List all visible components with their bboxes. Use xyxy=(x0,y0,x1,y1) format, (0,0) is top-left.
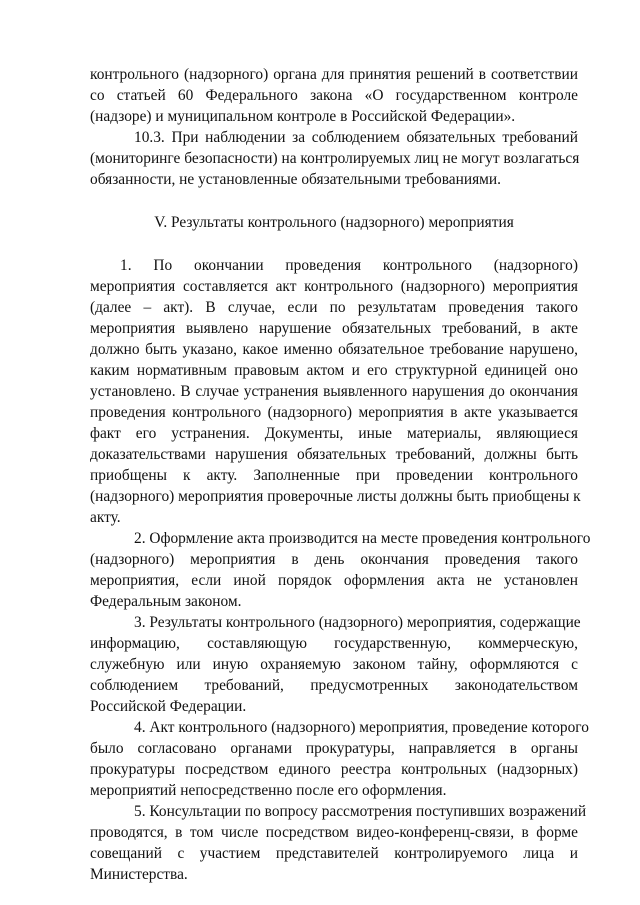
text-line: Федеральным законом. xyxy=(90,593,242,610)
text-line: мероприятий непосредственно после его оформления. xyxy=(90,782,447,799)
text-line: проведения контрольного (надзорного) мероприятия в акте указывается xyxy=(90,404,578,421)
text-line: установлено. В случае устранения выявленного нарушения до окончания xyxy=(90,383,578,400)
text-line: со статьей 60 Федерального закона «О государственном контроле xyxy=(90,87,578,104)
paragraph-item-4 xyxy=(90,717,589,801)
text-line: прокуратуры посредством единого реестра контрольных (надзорных) xyxy=(90,761,578,778)
text-line: (надзоре) и муниципальном контроле в Российской Федерации». xyxy=(90,108,516,125)
text-line: (мониторинге безопасности) на контролируемых лиц не могут возлагаться xyxy=(90,150,580,167)
paragraph-10-3 xyxy=(90,127,578,190)
paragraph-item-3 xyxy=(90,612,581,717)
text-line: мероприятия выявлено нарушение обязательных требований, в акте xyxy=(90,320,578,337)
section-heading: V. Результаты контрольного (надзорного) мероприятия xyxy=(154,214,514,231)
text-line: доказательствами нарушения обязательных требований, должны быть xyxy=(90,446,578,463)
paragraph-item-1 xyxy=(90,255,581,528)
text-line: 3. Результаты контрольного (надзорного) мероприятия, содержащие xyxy=(134,614,581,631)
text-line: соблюдением требований, предусмотренных законодательством xyxy=(90,677,578,694)
text-line: мероприятия, если иной порядок оформления акта не установлен xyxy=(90,572,578,589)
text-line: Министерства. xyxy=(90,866,188,883)
text-line: контрольного (надзорного) органа для принятия решений в соответствии xyxy=(90,66,578,83)
text-line: мероприятия составляется акт контрольного (надзорного) мероприятия xyxy=(90,278,578,295)
paragraph-continuation xyxy=(90,64,578,127)
text-line: совещаний с участием представителей контролируемого лица и xyxy=(90,845,578,862)
text-line: информацию, составляющую государственную, коммерческую, xyxy=(90,635,578,652)
text-line: приобщены к акту. Заполненные при проведении контрольного xyxy=(90,467,578,484)
text-line: 10.3. При наблюдении за соблюдением обязательных требований xyxy=(134,129,578,146)
text-line: (надзорного) мероприятия проверочные листы должны быть приобщены к xyxy=(90,488,581,505)
text-line: каким нормативным правовым актом и его структурной единицей оно xyxy=(90,362,578,379)
paragraph-item-2 xyxy=(90,528,591,612)
paragraph-item-5 xyxy=(90,801,587,885)
text-line: было согласовано органами прокуратуры, направляется в органы xyxy=(90,740,578,757)
text-line: 2. Оформление акта производится на месте проведения контрольного xyxy=(134,530,591,547)
text-line: обязанности, не установленные обязательными требованиями. xyxy=(90,171,501,188)
text-line: (надзорного) мероприятия в день окончания проведения такого xyxy=(90,551,578,568)
text-line: 1. По окончании проведения контрольного (надзорного) xyxy=(120,257,578,274)
text-line: проводятся, в том числе посредством видео-конференц-связи, в форме xyxy=(90,824,578,841)
text-line: 4. Акт контрольного (надзорного) мероприятия, проведение которого xyxy=(134,719,589,736)
text-line: (далее – акт). В случае, если по результатам проведения такого xyxy=(90,299,578,316)
text-line: служебную или иную охраняемую законом тайну, оформляются с xyxy=(90,656,578,673)
text-line: факт его устранения. Документы, иные материалы, являющиеся xyxy=(90,425,578,442)
text-line: Российской Федерации. xyxy=(90,698,247,715)
text-line: должно быть указано, какое именно обязательное требование нарушено, xyxy=(90,341,578,358)
text-line: акту. xyxy=(90,509,121,526)
text-line: 5. Консультации по вопросу рассмотрения поступивших возражений xyxy=(134,803,587,820)
